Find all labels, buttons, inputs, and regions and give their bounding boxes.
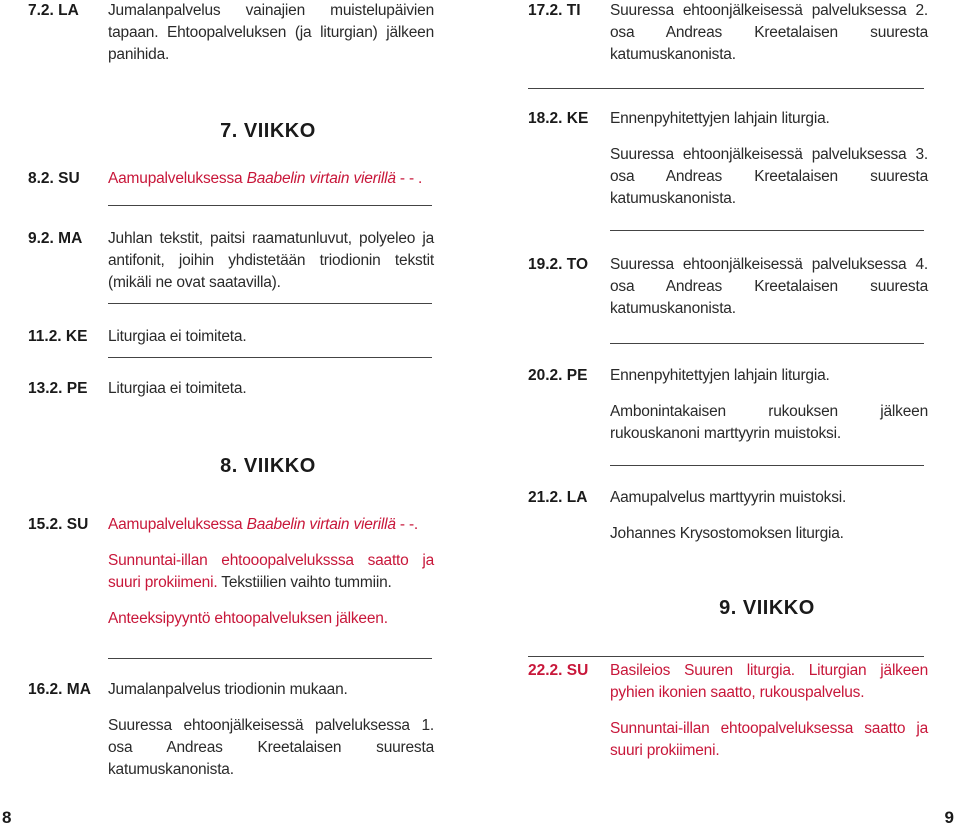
entry-text: Basileios Suuren liturgia. Liturgian jälkeen pyhien ikonien saatto, rukouspalvelus. (610, 662, 928, 701)
divider (528, 656, 924, 657)
entry-text: Ambonintakaisen rukouksen jälkeen rukouskanoni marttyyrin muistoksi. (610, 403, 928, 442)
week-heading-7: 7. VIIKKO (220, 120, 316, 142)
day-label: 13.2. PE (28, 380, 88, 397)
entry-text: Anteeksipyyntö ehtoopalveluksen jälkeen. (108, 610, 388, 627)
divider (108, 357, 432, 358)
entry-text: Liturgiaa ei toimiteta. (108, 380, 247, 397)
week-heading-8: 8. VIIKKO (220, 455, 316, 477)
entry-text: Johannes Krysostomoksen liturgia. (610, 525, 844, 542)
entry-text: Aamupalveluksessa Baabelin virtain vierillä - - . (108, 170, 423, 187)
entry-text: Aamupalvelus marttyyrin muistoksi. (610, 489, 847, 506)
day-label: 21.2. LA (528, 489, 588, 506)
day-label: 9.2. MA (28, 230, 83, 247)
entry-text: Jumalanpalvelus triodionin mukaan. (108, 681, 348, 698)
day-label: 20.2. PE (528, 367, 588, 384)
entry-text: Ennenpyhitettyjen lahjain liturgia. (610, 110, 830, 127)
day-label: 8.2. SU (28, 170, 80, 187)
entry-text: Sunnuntai-illan ehtooopalveluksssa saatto ja suuri prokiimeni. Tekstiilien vaihto tummiin. (108, 552, 434, 591)
divider (108, 303, 432, 304)
entry-text: Suuressa ehtoonjälkeisessä palveluksessa 3. osa Andreas Kreetalaisen suuresta katumuskanonista. (610, 146, 928, 207)
entry-text: Suuressa ehtoonjälkeisessä palveluksessa 4. osa Andreas Kreetalaisen suuresta katumuskanonista. (610, 256, 928, 317)
divider (610, 230, 924, 231)
divider (108, 205, 432, 206)
page-number-left: 8 (2, 808, 12, 827)
entry-text: Juhlan tekstit, paitsi raamatunluvut, polyeleo ja antifonit, joihin yhdistetään triodionin tekstit (mikäli ne ovat saatavilla). (108, 230, 434, 291)
entry-text: Suuressa ehtoonjälkeisessä palveluksessa 2. osa Andreas Kreetalaisen suuresta katumuskanonista. (610, 2, 928, 63)
divider (108, 658, 432, 659)
divider (610, 343, 924, 344)
day-label: 11.2. KE (28, 328, 88, 345)
entry-text: Sunnuntai-illan ehtoopalveluksessa saatto ja suuri prokiimeni. (610, 720, 928, 759)
day-label: 15.2. SU (28, 516, 89, 533)
divider (528, 88, 924, 89)
day-label: 18.2. KE (528, 110, 589, 127)
day-label: 17.2. TI (528, 2, 581, 19)
entry-text: Ennenpyhitettyjen lahjain liturgia. (610, 367, 830, 384)
entry-text: Jumalanpalvelus vainajien muistelupäivien tapaan. Ehtoopalveluksen (ja liturgian) jälkeen panihida. (108, 2, 434, 63)
day-label: 7.2. LA (28, 2, 79, 19)
entry-text: Liturgiaa ei toimiteta. (108, 328, 247, 345)
divider (610, 465, 924, 466)
week-heading-9: 9. VIIKKO (719, 597, 815, 619)
day-label: 22.2. SU (528, 662, 589, 679)
day-label: 19.2. TO (528, 256, 589, 273)
day-label: 16.2. MA (28, 681, 91, 698)
entry-text: Aamupalveluksessa Baabelin virtain vierillä - -. (108, 516, 419, 533)
page-number-right: 9 (944, 808, 954, 827)
entry-text: Suuressa ehtoonjälkeisessä palveluksessa 1. osa Andreas Kreetalaisen suuresta katumuskanonista. (108, 717, 434, 778)
